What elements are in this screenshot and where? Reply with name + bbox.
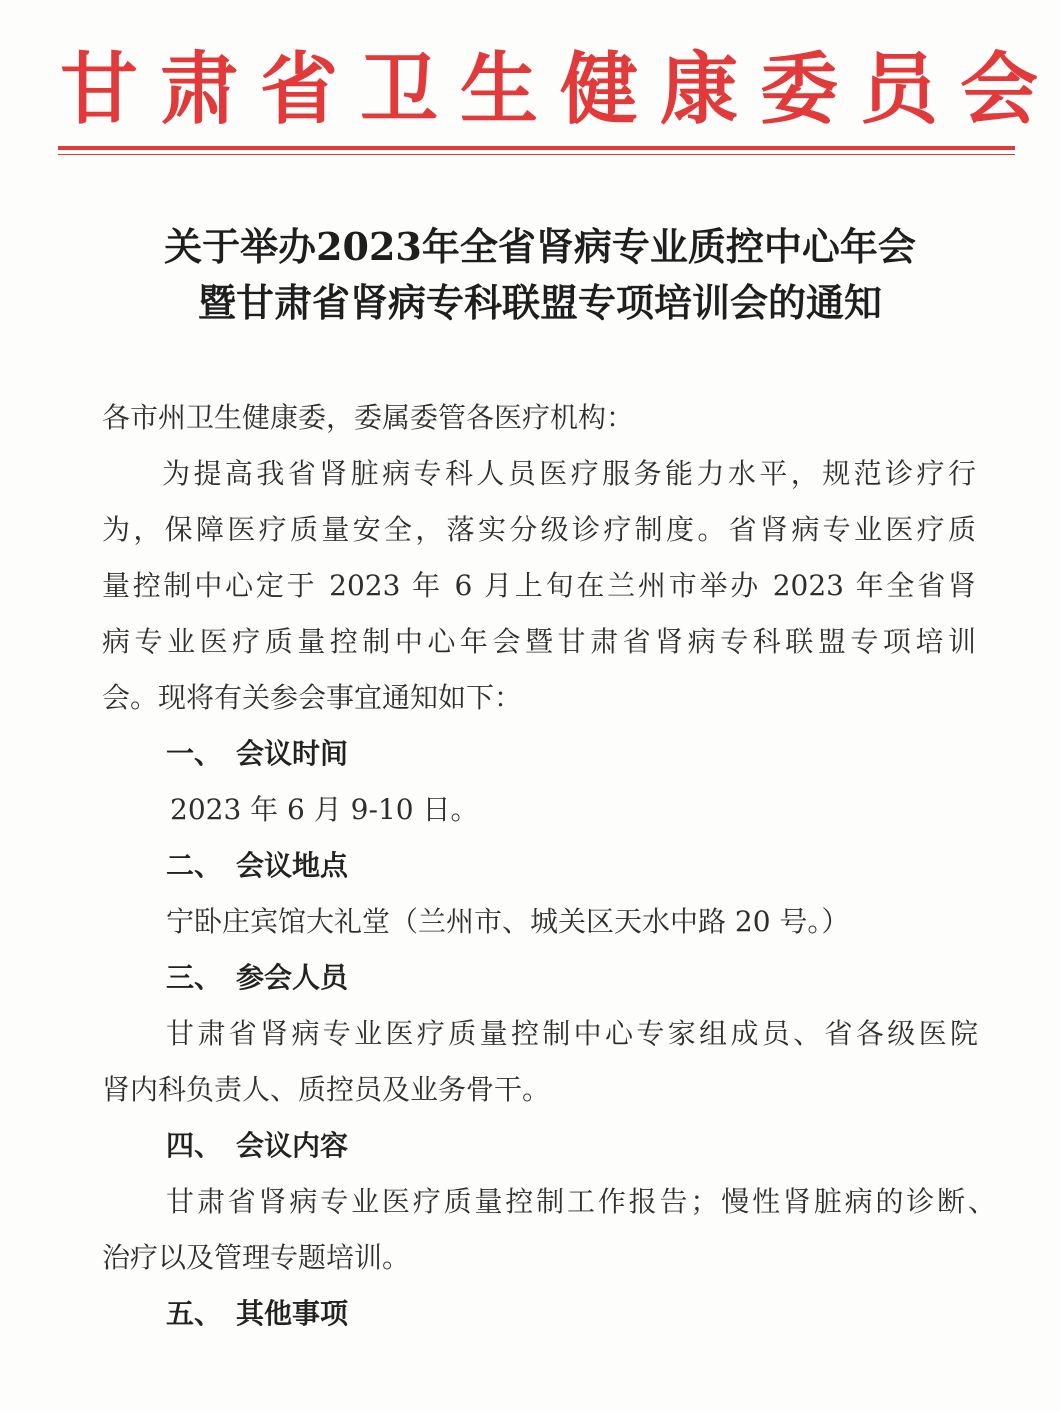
section-heading-location	[166, 846, 348, 886]
section-time-body: 2023 年 6 月 9-10 日。	[170, 793, 479, 826]
document-title-line-2: 暨甘肃省肾病专科联盟专项培训会的通知	[197, 280, 882, 325]
section-number: 五、	[166, 1297, 223, 1330]
letterhead-org-name: 甘肃省卫生健康委员会	[60, 44, 1061, 135]
salutation: 各市州卫生健康委，委属委管各医疗机构：	[102, 401, 635, 434]
section-heading-time	[166, 734, 348, 774]
section-heading-content	[166, 1126, 348, 1166]
intro-line-3: 量控制中心定于 2023 年 6 月上旬在兰州市举办 2023 年全省肾	[102, 569, 976, 602]
intro-line-5: 会。现将有关参会事宜通知如下：	[102, 681, 523, 714]
letterhead-red-rule-thin	[58, 154, 1015, 155]
section-title: 会议内容	[236, 1129, 349, 1162]
section-heading-attendees	[166, 958, 348, 998]
letterhead-red-rule	[58, 146, 1015, 150]
section-attendees-line-2: 肾内科负责人、质控员及业务骨干。	[102, 1073, 551, 1106]
section-number: 三、	[166, 961, 223, 994]
section-title: 其他事项	[236, 1297, 349, 1330]
section-attendees-line-1: 甘肃省肾病专业医疗质量控制中心专家组成员、省各级医院	[166, 1017, 978, 1050]
section-title: 会议时间	[236, 737, 349, 770]
section-content-line-1: 甘肃省肾病专业医疗质量控制工作报告；慢性肾脏病的诊断、	[166, 1185, 996, 1218]
intro-line-4: 病专业医疗质量控制中心年会暨甘肃省肾病专科联盟专项培训	[102, 625, 976, 658]
intro-line-2: 为，保障医疗质量安全，落实分级诊疗制度。省肾病专业医疗质	[102, 513, 976, 546]
section-location-body: 宁卧庄宾馆大礼堂（兰州市、城关区天水中路 20 号。）	[166, 905, 850, 938]
section-title: 参会人员	[236, 961, 349, 994]
section-heading-other	[166, 1294, 348, 1334]
document-title-line-1: 关于举办2023年全省肾病专业质控中心年会	[164, 224, 916, 269]
intro-line-1: 为提高我省肾脏病专科人员医疗服务能力水平，规范诊疗行	[162, 457, 976, 490]
section-number: 四、	[166, 1129, 223, 1162]
section-number: 二、	[166, 849, 223, 882]
section-title: 会议地点	[236, 849, 349, 882]
section-number: 一、	[166, 737, 223, 770]
section-content-line-2: 治疗以及管理专题培训。	[102, 1241, 411, 1274]
